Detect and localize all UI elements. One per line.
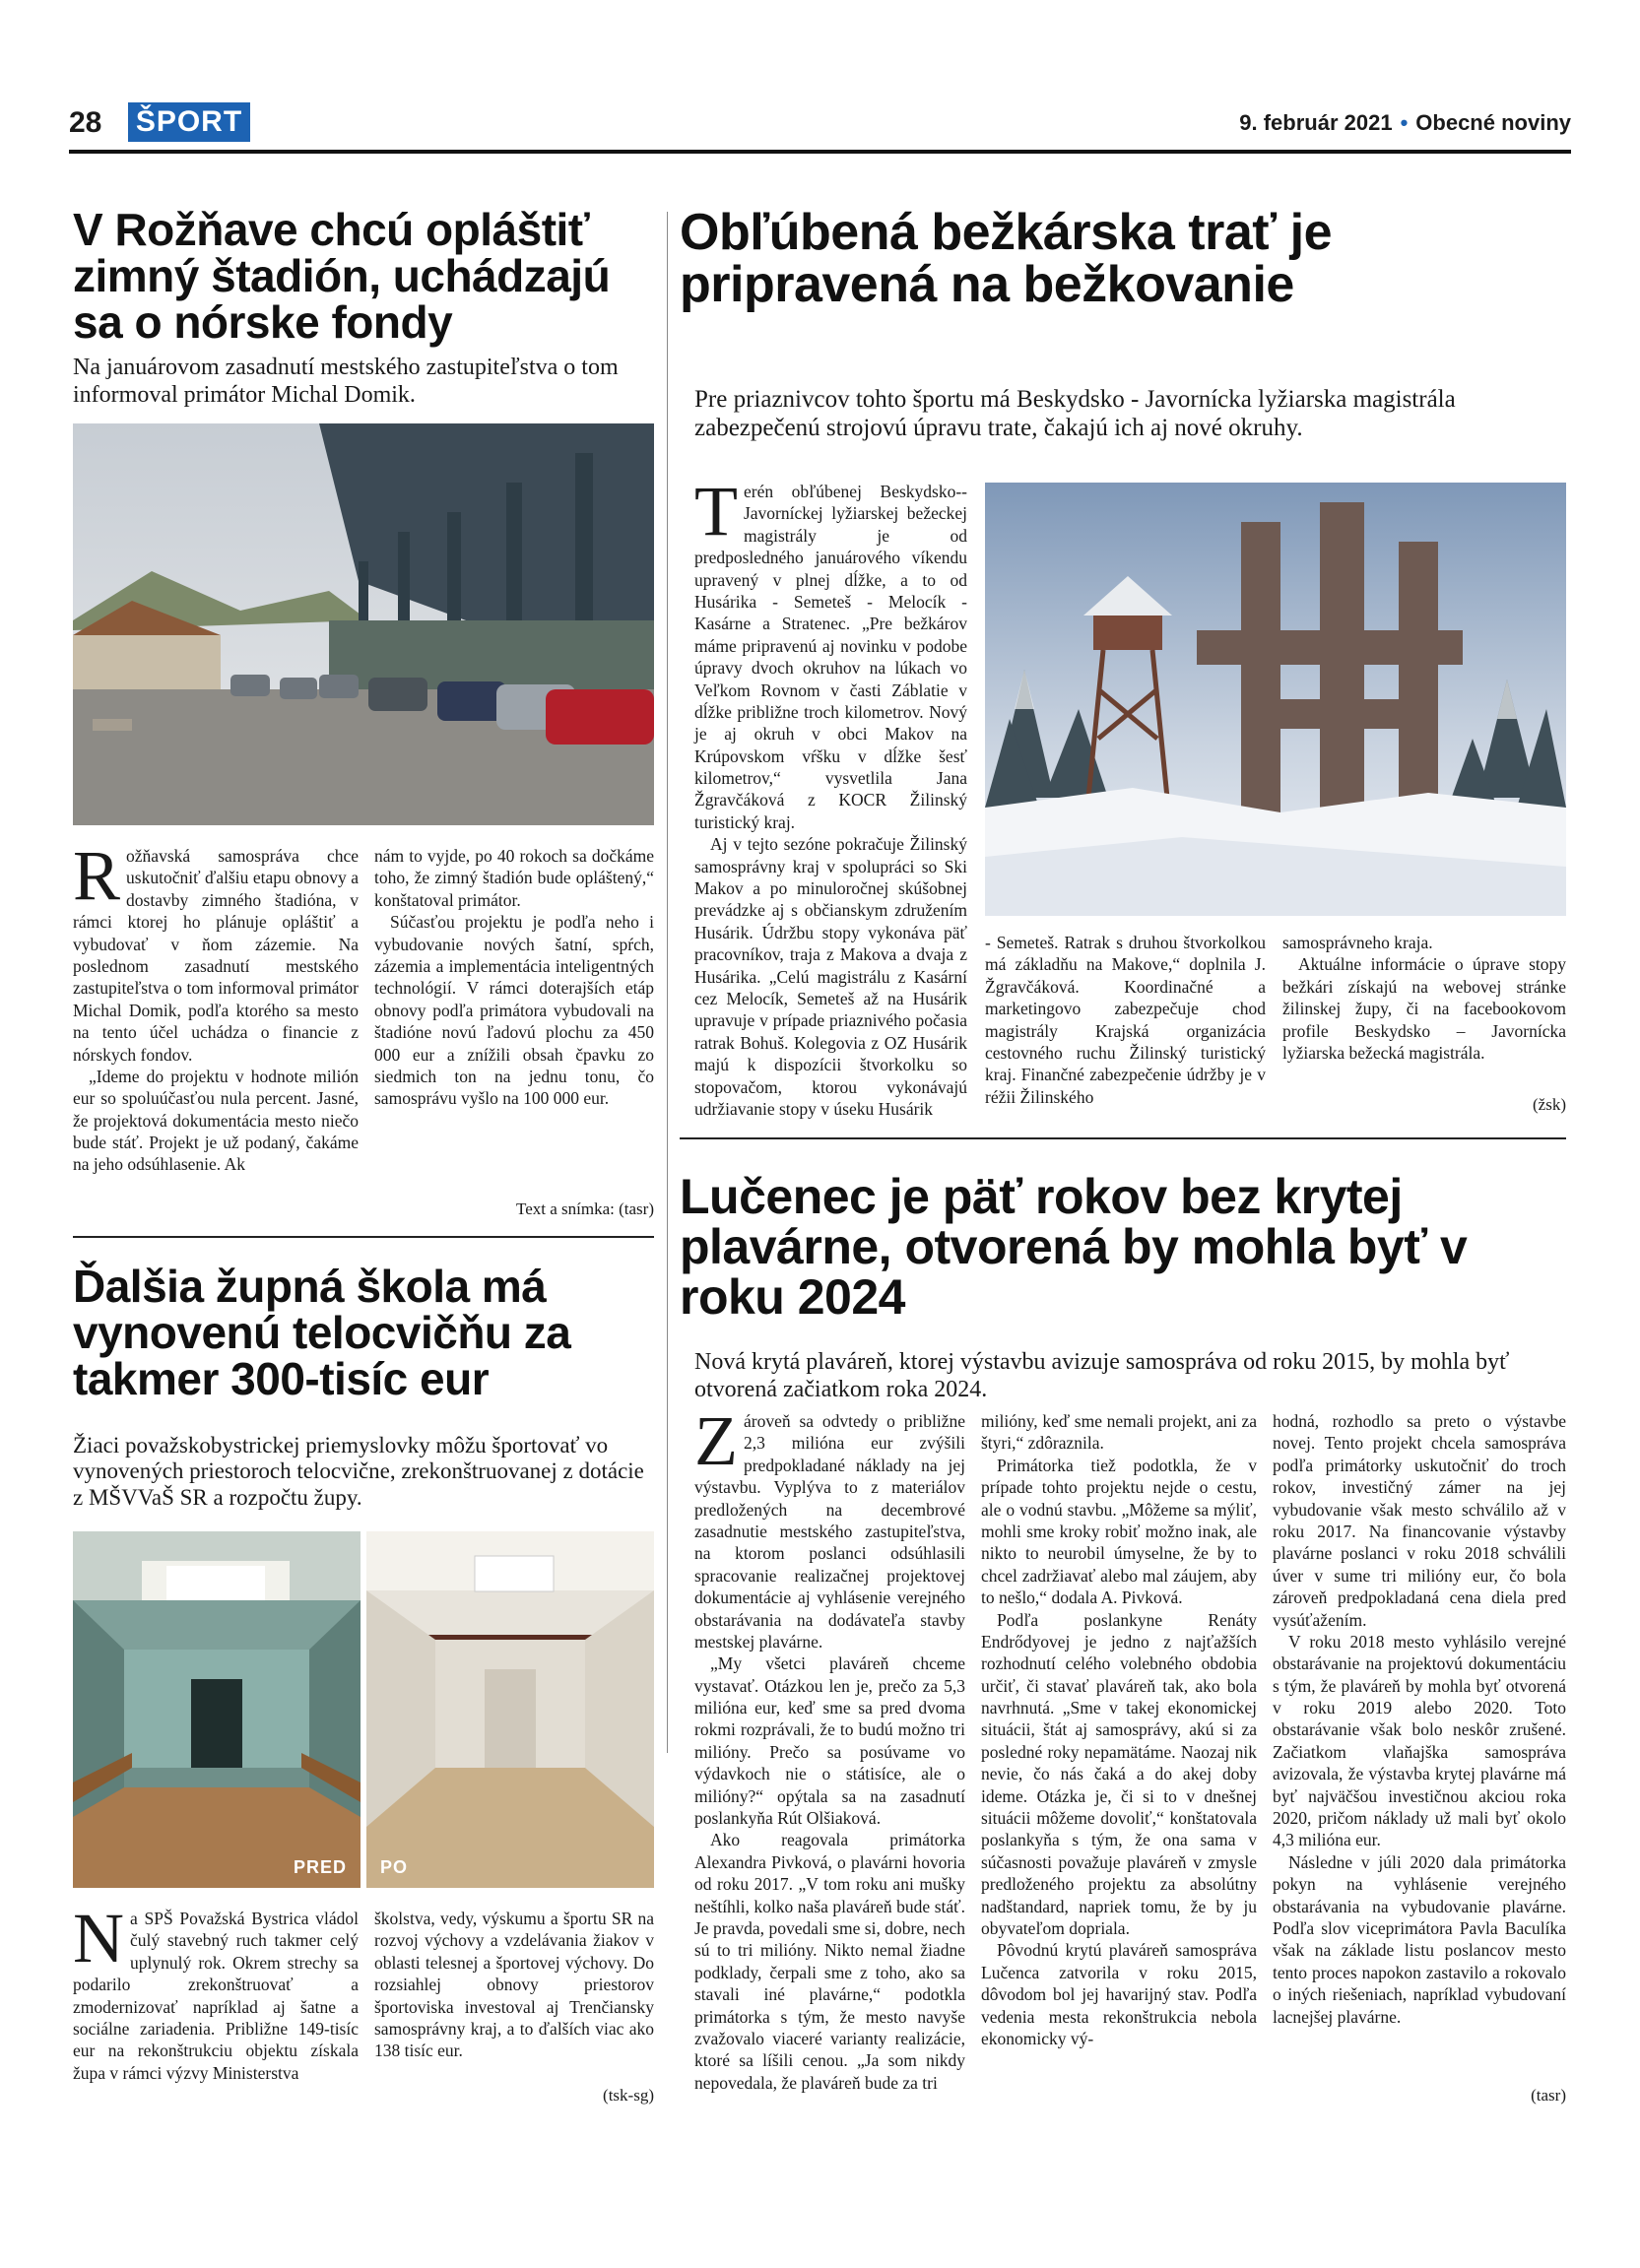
dropcap: N (73, 1899, 124, 1977)
paragraph: nám to vyjde, po 40 rokoch sa dočkáme toho, že zimný štadión bude opláštený,“ konštatoval primátor. (374, 846, 654, 910)
issue-date: 9. február 2021 (1239, 110, 1393, 135)
byline-bezky: (žsk) (1533, 1095, 1566, 1114)
paragraph: Podľa poslankyne Renáty Endrődyovej je jedno z najťažších rozhodnutí celého volebného obdobia určiť, či stavať plaváreň tak, ako bola navrhnutá. „Sme v takej ekonomickej situácii, štát aj samosprávy, akú si za posledné roky nepamätáme. Naozaj nik nevie, čo nás čaká a do akej doby ideme. Otázka je, či si to v dnešnej situácii môžeme dovoliť,“ konštatovala poslankyňa s tým, že ona sama v súčasnosti považuje plaváreň v zmysle predloženého projektu za absolútny nadštandard, napriek tomu, že by ju obyvateľom dopriala. (981, 1609, 1257, 1938)
roznava-column-1 (73, 836, 359, 1176)
article-divider (73, 1236, 654, 1238)
headline-roznava: V Rožňave chcú opláštiť zimný štadión, uchádzajú sa o nórske fondy (73, 204, 611, 348)
separator-bullet: • (1400, 110, 1409, 135)
headline-bezky: Obľúbená bežkárska trať je pripravená na bežkovanie (680, 204, 1332, 314)
paragraph: a SPŠ Považská Bystrica vládol čulý stavebný ruch takmer celý uplynulý rok. Okrem strechy sa podarilo zrekonštruovať a zmodernizovať napríklad aj šatne a sociálne zariadenia. Približne 149-tisíc eur na rekonštrukciu objektu získala župa v rámci výzvy Ministerstva (73, 1909, 359, 2083)
bezky-column-3 (1282, 932, 1566, 1064)
paragraph: V roku 2018 mesto vyhlásilo verejné obstarávanie na projektovú dokumentáciu s tým, že plaváreň by mohla byť otvorená v roku 2019 alebo 2020. Toto obstarávanie však bolo neskôr zrušené. Začiatkom vlaňajška samospráva avizovala, že výstavba krytej plavárne má byť najväčšou investičnou akciou roka 2020, pričom náklady už mali byť okolo 4,3 milióna eur. (1273, 1631, 1566, 1850)
paragraph: Súčasťou projektu je podľa neho i vybudovanie nových šatní, spŕch, zázemia a implementácia inteligentných technológií. V rámci doterajších etáp obnovy podľa primátora vybudovali na štadióne novú ľadovú plochu za 450 000 eur a znížili obsah čpavku zo siedmich ton na jednu tonu, čo samosprávu vyšlo na 100 000 eur. (374, 912, 654, 1109)
paragraph: „Ideme do projektu v hodnote milión eur so spoluúčasťou nula percent. Jasné, že projektová dokumentácia mesto niečo bude stáť. Projekt je už podaný, čakáme na jeho odsúhlasenie. Ak (73, 1066, 359, 1175)
article-divider (680, 1137, 1566, 1139)
dropcap: Z (694, 1401, 738, 1480)
paragraph: ožňavská samospráva chce uskutočniť ďalšiu etapu obnovy a dostavby zimného štadióna, v rámci ktorej ho plánuje opláštiť a vybudovať v ňom zázemie. Na poslednom zasadnutí mestského zastupiteľstva o tom informoval primátor Michal Domik, podľa ktorého sa mesto na tento účel uchádza o financie z nórskych fondov. (73, 846, 359, 1065)
paragraph: Primátorka tiež podotkla, že v prípade tohto projektu nejde o cestu, ale o vodnú stavbu. „Môžeme sa mýliť, mohli sme kroky robiť možno inak, ale nikto to neurobil úmyselne, že by to chcel zadržiavať alebo mal záujem, aby to nešlo,“ dodala A. Pivková. (981, 1455, 1257, 1608)
lead-skola: Žiaci považskobystrickej priemyslovky môžu športovať vo vynovených priestoroch telocvične, zrekonštruovanej z dotácie z MŠVVaŠ SR a rozpočtu župy. (73, 1433, 644, 1510)
winter-landscape-illustration (985, 483, 1566, 916)
photo-ice-stadium (73, 423, 654, 825)
paragraph: Ako reagovala primátorka Alexandra Pivková, o plavárni hovoria od roku 2017. „V tom roku ani mušky neštíhli, kolko naša plaváreň bude stáť. Je pravda, povedali sme si, dobre, nech sú to tri milióny. Nikto nemal žiadne podklady, čerpali sme z toho, ako sa stavali iné plavárne,“ podotkla primátorka s tým, že mesto navyše zvažovalo viaceré varianty realizácie, ktoré sa líšili cenou. „Ja som nikdy nepovedala, že plaváreň bude za tri (694, 1830, 965, 2093)
header-rule (69, 150, 1571, 154)
byline-lucenec: (tasr) (1531, 2086, 1566, 2105)
paragraph: hodná, rozhodlo sa preto o výstavbe novej. Tento projekt chcela samospráva podľa primátorky uskutočniť do troch rokov, investičný zámer na jej vybudovanie však mesto schválilo až v roku 2017. Na financovanie výstavby plavárne poslanci v roku 2018 schválili úver v sume tri milióny eur, čo bola zároveň predpokladaná cena diela pred vysúťažením. (1273, 1411, 1566, 1630)
byline-roznava: Text a snímka: (tasr) (516, 1199, 654, 1218)
section-badge: ŠPORT (128, 102, 250, 142)
dropcap: T (694, 472, 738, 551)
photo-locker-after (366, 1531, 654, 1888)
lead-bezky: Pre priaznivcov tohto športu má Beskydsko - Javornícka lyžiarska magistrála zabezpečenú strojovú úpravu trate, čakajú ich aj nové okruhy. (694, 386, 1456, 441)
headline-skola: Ďalšia župná škola má vynovenú telocvičňu za takmer 300-tisíc eur (73, 1261, 571, 1404)
lucenec-column-3 (1273, 1410, 1566, 2028)
dropcap: R (73, 836, 121, 915)
paragraph: milióny, keď sme nemali projekt, ani za štyri,“ zdôraznila. (981, 1411, 1257, 1454)
lucenec-column-1 (694, 1401, 965, 2094)
locker-room-after-illustration (366, 1531, 654, 1888)
paragraph: školstva, vedy, výskumu a športu SR na rozvoj výchovy a vzdelávania žiakov v oblasti telesnej a športovej výchovy. Do rozsiahlej obnovy priestorov športoviska investoval aj Trenčiansky samosprávny kraj, a to ďalších viac ako 138 tisíc eur. (374, 1909, 654, 2061)
paragraph: ároveň sa odvtedy o približne 2,3 milióna eur zvýšili predpokladané náklady na jej výstavbu. Vyplýva to z materiálov predložených na decembrové zasadnutie mestského zastupiteľstva, na ktorom poslanci odsúhlasili spracovanie realizačnej projektovej dokumentácie aj vyhlásenie verejného obstarávania na dodávateľa stavby mestskej plavárne. (694, 1411, 965, 1652)
paragraph: samosprávneho kraja. (1282, 933, 1433, 952)
column-divider (667, 212, 668, 1753)
locker-room-before-illustration (73, 1531, 361, 1888)
lead-roznava: Na januárovom zasadnutí mestského zastupiteľstva o tom informoval primátor Michal Domik. (73, 355, 619, 408)
photo-ski-trail (985, 483, 1566, 916)
header-dateline (1239, 110, 1571, 136)
paragraph: erén obľúbenej Beskydsko--Javorníckej lyžiarskej bežeckej magistrály je od predposledného januárového víkendu upravený v plnej dĺžke, a to od Husárika - Semeteš - Melocík - Kasárne a Stratenec. „Pre bežkárov máme pripravenú aj novinku v podobe úpravy dvoch okruhov na lúkach vo Veľkom Rovnom v časti Záblatie v dĺžke približne troch kilometrov. Nový je aj okruh v obci Makov na Krúpovskom vŕšku v dĺžke šesť kilometrov,“ vysvetlila Jana Žgravčáková z KOCR Žilinský turistický kraj. (694, 482, 967, 832)
photo-locker-before (73, 1531, 361, 1888)
page-number: 28 (69, 106, 102, 139)
bezky-column-2 (985, 932, 1266, 1108)
photo-tag-after: PO (380, 1857, 409, 1877)
paragraph: Aktuálne informácie o úprave stopy bežkári získajú na webovej stránke žilinskej župy, či na facebookovom profile Beskydsko – Javornícka lyžiarska bežecká magistrála. (1282, 954, 1566, 1063)
stadium-illustration (73, 423, 654, 825)
headline-lucenec: Lučenec je päť rokov bez krytej plavárne, otvorená by mohla byť v roku 2024 (680, 1169, 1468, 1325)
paragraph: Aj v tejto sezóne pokračuje Žilinský samosprávny kraj v spolupráci so Ski Makov a po minuloročnej skúšobnej prevádzke aj s občianskym združením Husárik. Údržbu stopy vykonáva päť pracovníkov, traja z Makova a dvaja z Husárika. „Celú magistrálu z Kasární cez Melocík, Semeteš až na Husárik upravuje v prípade priaznivého počasia ratrak Bohuš. Kolegovia z OZ Husárik majú k dispozícii štvorkolku so stopovačom, ktorou vykonávajú udržiavanie stopy v úseku Husárik (694, 834, 967, 1119)
roznava-column-2 (374, 845, 654, 1110)
publication-name: Obecné noviny (1415, 110, 1571, 135)
skola-column-1 (73, 1899, 359, 2084)
paragraph: - Semeteš. Ratrak s druhou štvorkolkou má základňu na Makove,“ doplnila J. Žgravčáková. Koordinačné a marketingovo zabezpečuje chod magistrály Krajská organizácia cestovného ruchu Žilinský turistický kraj. Finančné zabezpečenie údržby je v réžii Žilinského (985, 933, 1266, 1107)
paragraph: „My všetci plaváreň chceme vystavať. Otázkou len je, prečo za 5,3 milióna eur, keď sme sa pred dvoma rokmi rozprávali, že to budú možno tri milióny. Prečo sa posúvame vo výdavkoch nie o státisíce, ale o milióny?“ opýtala sa na zasadnutí poslankyňa Rút Olšiaková. (694, 1653, 965, 1829)
lead-lucenec: Nová krytá plaváreň, ktorej výstavbu avizuje samospráva od roku 2015, by mohla byť otvorená začiatkom roka 2024. (694, 1349, 1510, 1402)
skola-column-2 (374, 1908, 654, 2062)
paragraph: Pôvodnú krytú plaváreň samospráva Lučenca zatvorila v roku 2015, dôvodom bol jej havarijný stav. Podľa vedenia mesta rekonštrukcia nebola ekonomicky vý- (981, 1940, 1257, 2048)
bezky-column-1 (694, 472, 967, 1120)
byline-skola: (tsk-sg) (603, 2086, 654, 2105)
photo-tag-before: PRED (293, 1857, 347, 1877)
paragraph: Následne v júli 2020 dala primátorka pokyn na vyhlásenie verejného obstarávania na vybudovanie plavárne. Podľa slov viceprimátora Pavla Baculíka však na základe listu poslancov mesto tento proces napokon zastavilo a rokovalo o iných riešeniach, napríklad vybudovaní lacnejšej plavárne. (1273, 1851, 1566, 2027)
lucenec-column-2 (981, 1410, 1257, 2049)
